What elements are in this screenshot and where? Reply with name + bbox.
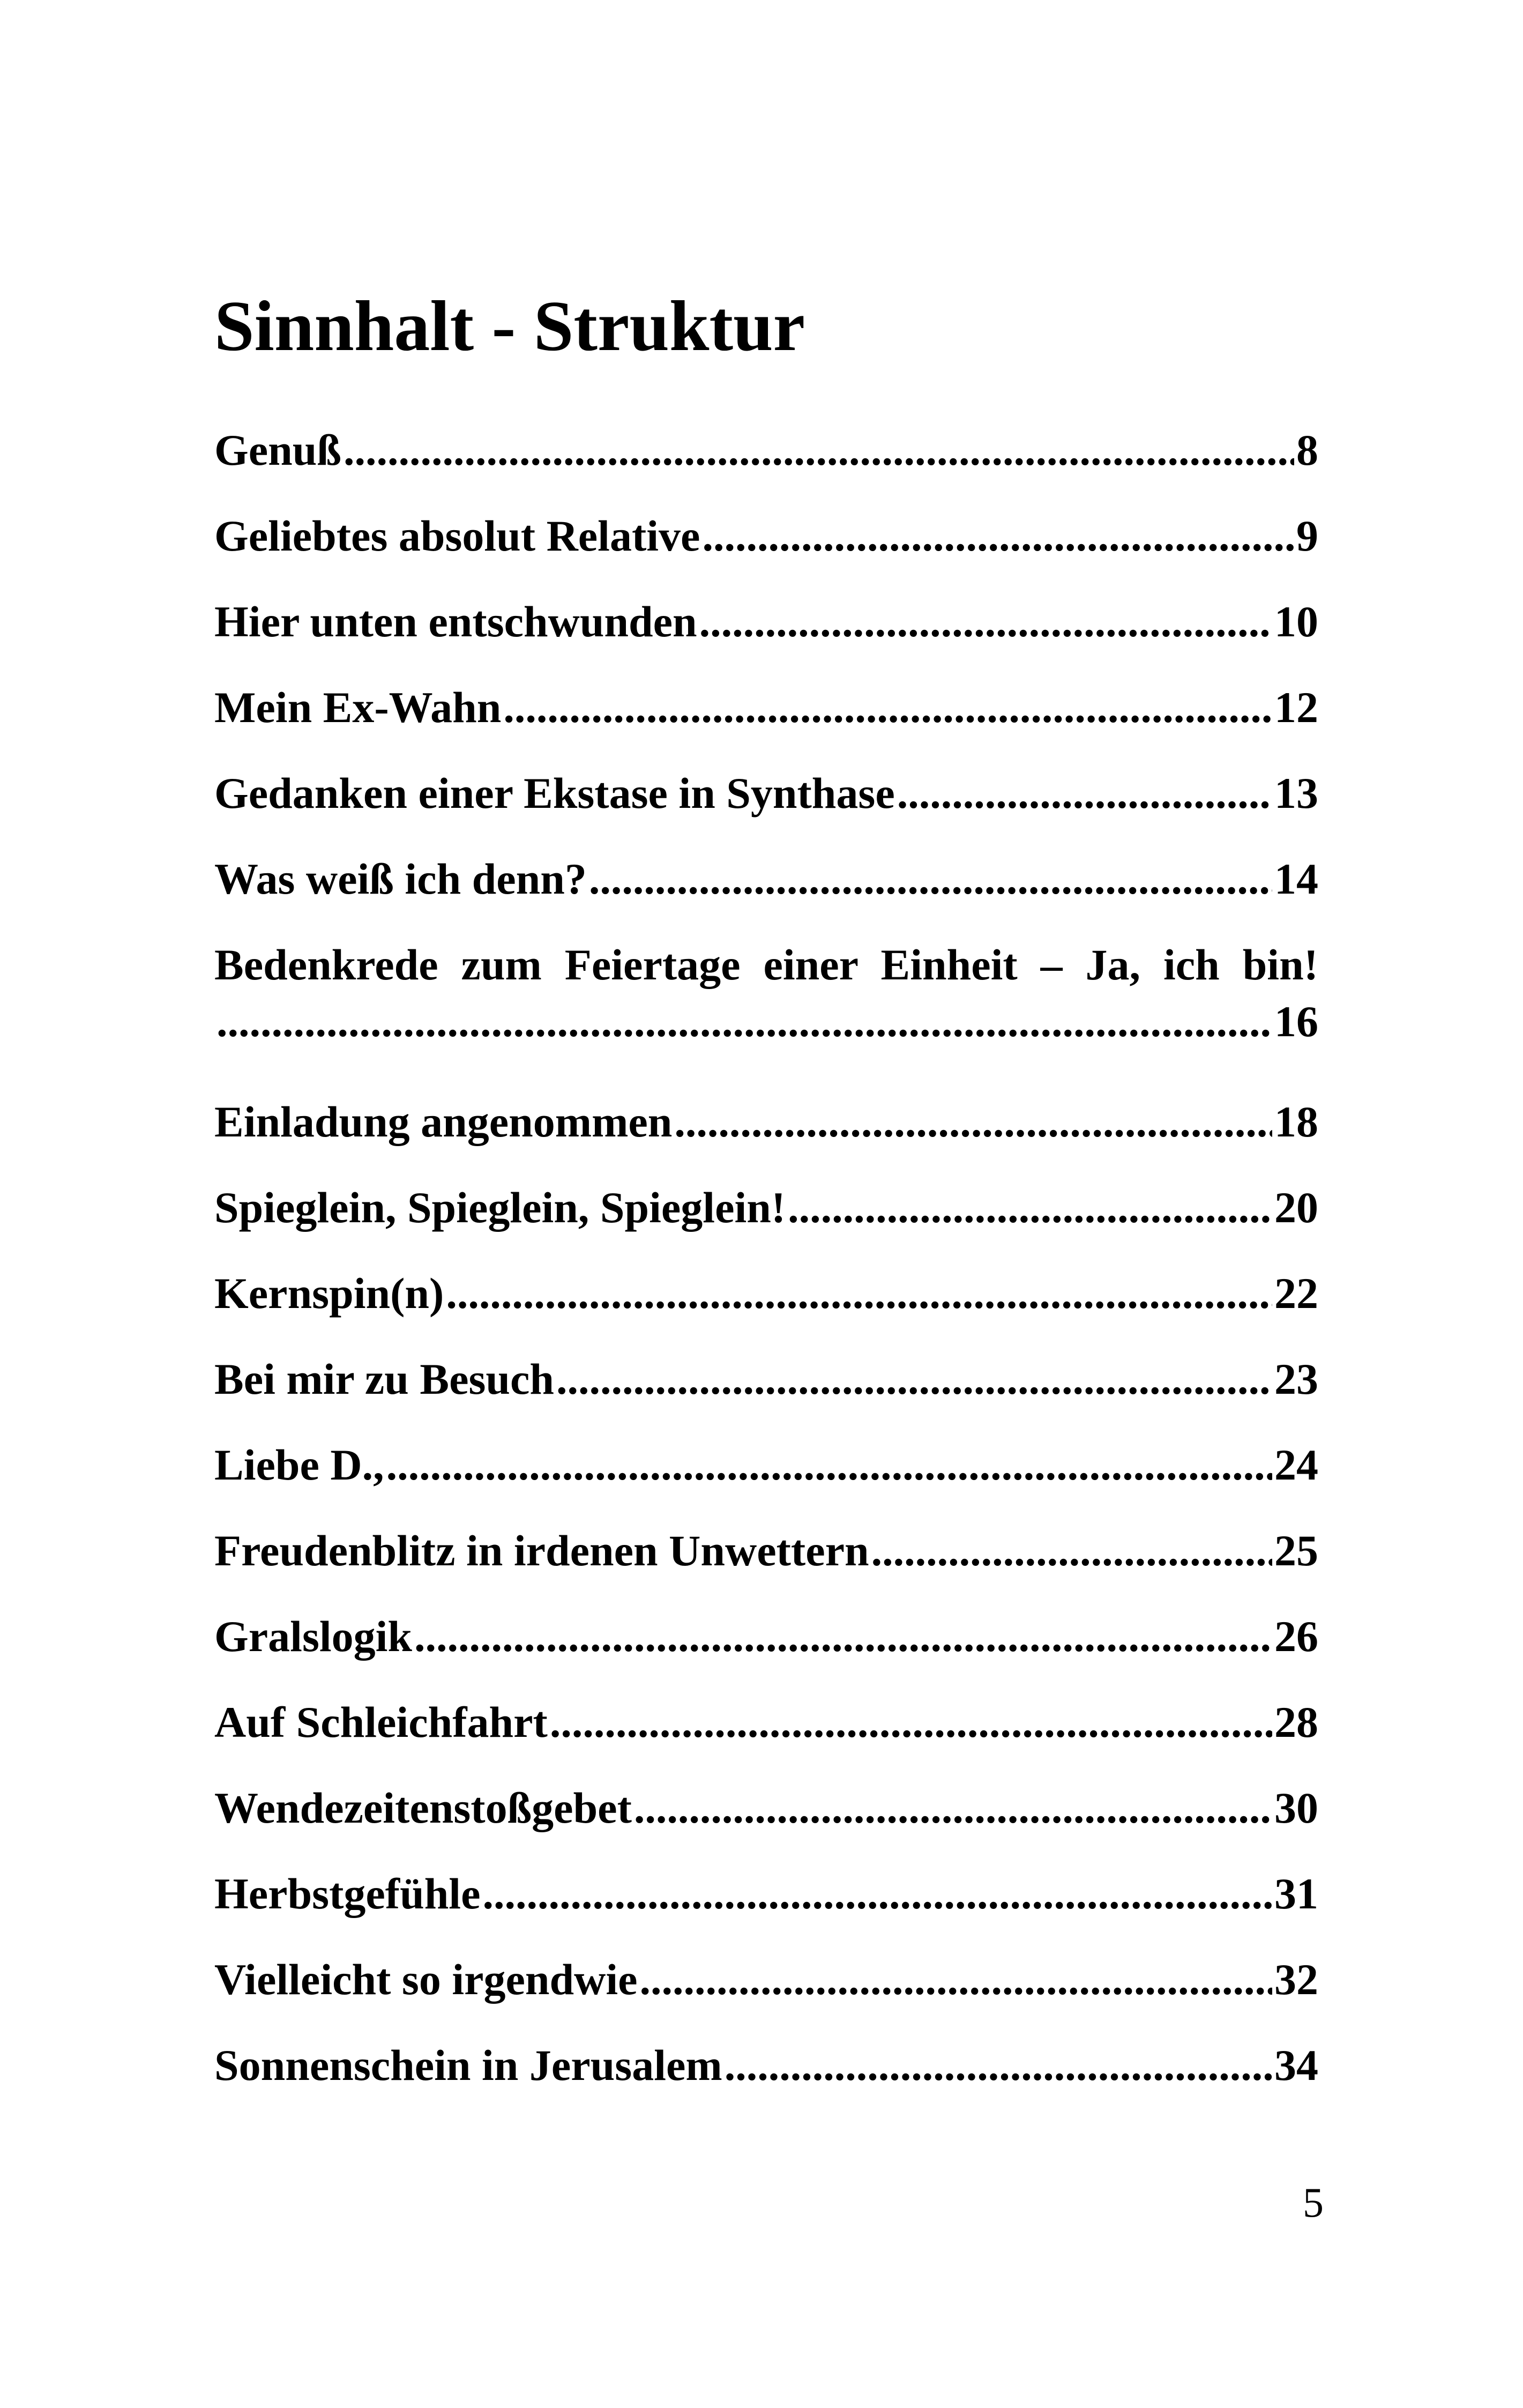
dot-leader [414,1594,1272,1679]
toc-entry-page: 25 [1274,1526,1318,1575]
dot-leader [503,665,1272,750]
toc-entry-title: Bei mir zu Besuch [214,1355,554,1403]
dot-leader [871,1508,1272,1594]
toc-entry-page: 30 [1274,1783,1318,1832]
toc-entry-title: Sonnenschein in Jerusalem [214,2041,722,2090]
toc-entry-title: Spieglein, Spieglein, Spieglein! [214,1183,786,1232]
dot-leader [897,750,1272,836]
toc-entry-title: Geliebtes absolut Relative [214,511,700,560]
toc-entry-page: 28 [1274,1698,1318,1746]
toc-entry-page: 14 [1274,854,1318,903]
toc-entry-page: 13 [1274,769,1318,817]
toc-entry-title: Liebe D., [214,1440,384,1489]
dot-leader [482,1851,1272,1937]
dot-leader [386,1422,1272,1508]
toc-entry-title: Was weiß ich denn? [214,854,587,903]
toc-entry-title: Auf Schleichfahrt [214,1698,548,1746]
dot-leader [216,993,1272,1050]
toc-entry-title: Mein Ex-Wahn [214,683,502,732]
dot-leader [699,579,1272,665]
toc-entry-page: 8 [1296,426,1318,474]
toc-entry-page: 16 [1274,997,1318,1046]
toc-entry-page: 12 [1274,683,1318,732]
toc-entry-page: 23 [1274,1355,1318,1403]
toc-entry [214,2023,1318,2108]
dot-leader [702,493,1294,579]
toc-entry-title: Genuß [214,426,341,474]
toc-entry-title: Kernspin(n) [214,1269,444,1318]
toc-entry [214,1422,1318,1508]
toc-entry-page: 31 [1274,1869,1318,1918]
toc-entry [214,922,1318,1079]
toc-entry [214,1165,1318,1251]
dot-leader [446,1251,1272,1336]
toc-entry [214,407,1318,493]
toc-entry-title: Bedenkrede zum Feiertage einer Einheit – Ja, ich bin! [214,940,1318,989]
toc-entry [214,1251,1318,1336]
toc-entry-page: 18 [1274,1097,1318,1146]
toc-entry-page: 10 [1274,597,1318,646]
dot-leader [550,1679,1272,1765]
dot-leader [634,1765,1272,1851]
dot-leader [344,407,1294,493]
toc-entry-title: Hier unten entschwunden [214,597,697,646]
toc-entry-page: 20 [1274,1183,1318,1232]
dot-leader [640,1937,1273,2023]
toc-entry-page: 22 [1274,1269,1318,1318]
toc-entry-title: Gedanken einer Ekstase in Synthase [214,769,895,817]
toc-entry-page: 26 [1274,1612,1318,1661]
toc-entry [214,579,1318,665]
dot-leader [674,1079,1272,1165]
dot-leader [725,2023,1272,2108]
toc-entry [214,1079,1318,1165]
toc-entry [214,1765,1318,1851]
dot-leader [556,1336,1272,1422]
toc-entry-title: Vielleicht so irgendwie [214,1955,638,2004]
page-title: Sinnhalt - Struktur [214,286,805,366]
toc-entry [214,665,1318,750]
dot-leader [788,1165,1272,1251]
page-number: 5 [1303,2179,1324,2226]
toc-entry [214,750,1318,836]
toc-entry-page: 9 [1296,511,1318,560]
toc-entry [214,1679,1318,1765]
toc-entry-page: 34 [1274,2041,1318,2090]
toc-entry [214,1336,1318,1422]
toc-entry [214,493,1318,579]
toc-entry-title: Wendezeitenstoßgebet [214,1783,632,1832]
table-of-contents [214,407,1318,2108]
toc-entry [214,1851,1318,1937]
dot-leader [589,836,1272,922]
toc-entry [214,1594,1318,1679]
toc-entry-title: Einladung angenommen [214,1097,673,1146]
toc-entry-page: 24 [1274,1440,1318,1489]
toc-entry [214,1508,1318,1594]
toc-entry [214,1937,1318,2023]
toc-entry-title: Herbstgefühle [214,1869,481,1918]
toc-entry-title: Gralslogik [214,1612,413,1661]
toc-entry-title: Freudenblitz in irdenen Unwettern [214,1526,869,1575]
toc-entry-page: 32 [1274,1955,1318,2004]
toc-entry [214,836,1318,922]
toc-entry-continuation [214,993,1318,1050]
